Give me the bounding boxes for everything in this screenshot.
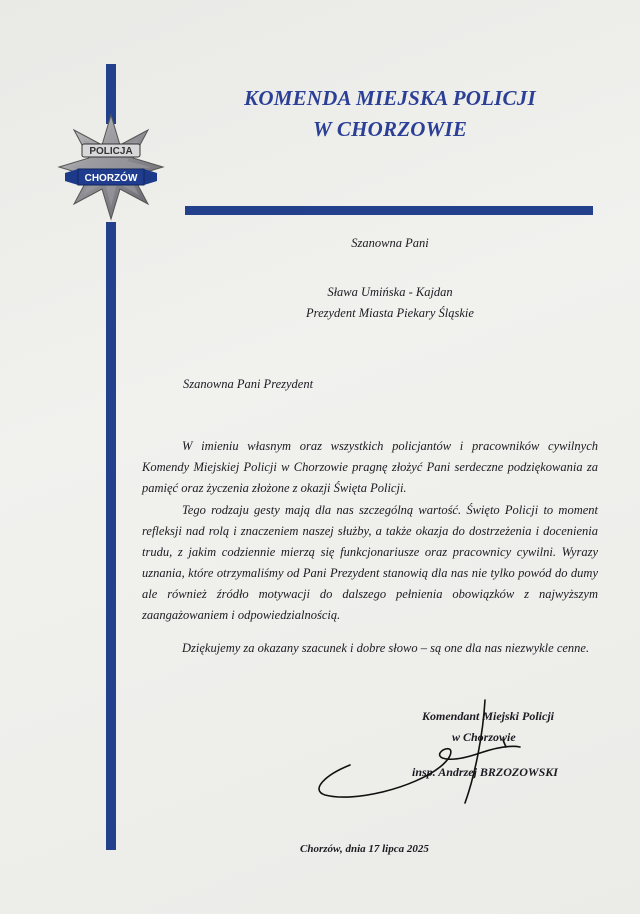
badge-top-text: POLICJA	[89, 146, 133, 157]
police-star-badge-icon	[56, 112, 166, 222]
signatory-title: Komendant Miejski Policji	[422, 709, 555, 723]
salutation: Szanowna Pani Prezydent	[183, 377, 314, 391]
page-title-line2: W CHORZOWIE	[312, 117, 468, 141]
horizontal-rule	[185, 206, 593, 215]
paragraph-1	[142, 436, 598, 499]
vertical-rule-bottom	[106, 222, 116, 850]
paragraph-2-text: Tego rodzaju gesty mają dla nas szczególną wartość. Święto Policji to moment refleksji nad rolą i znaczeniem naszej służby, a także okazja do dostrzeżenia i docenienia trudu, z jakim codziennie mierzą się funkcjonariusze oraz pracownicy cywilni. Wyrazy uznania, które otrzymaliśmy od Pani Prezydent stanowią dla nas nie tylko powód do dumy ale również źródło motywacji do dalszego pełnienia obowiązków z najwyższym zaangażowaniem i odpowiedzialnością.	[142, 503, 598, 622]
page-title-line1: KOMENDA MIEJSKA POLICJI	[244, 86, 536, 110]
recipient-position: Prezydent Miasta Piekary Śląskie	[306, 306, 474, 320]
letter-date: Chorzów, dnia 17 lipca 2025	[300, 843, 429, 855]
signatory-unit: w Chorzowie	[452, 730, 516, 744]
handwritten-signature	[305, 695, 535, 805]
signatory-name: insp. Andrzej BRZOZOWSKI	[412, 765, 558, 779]
paragraph-3-text: Dziękujemy za okazany szacunek i dobre słowo – są one dla nas niezwykle cenne.	[182, 641, 590, 655]
badge-bottom-text: CHORZÓW	[84, 173, 138, 184]
paragraph-2	[142, 500, 598, 626]
paragraph-3	[142, 638, 598, 659]
recipient-greeting: Szanowna Pani	[351, 236, 429, 250]
paragraph-1-text: W imieniu własnym oraz wszystkich policjantów i pracowników cywilnych Komendy Miejskiej Policji w Chorzowie pragnę złożyć Pani serdeczne podziękowania za pamięć oraz życzenia złożone z okazji Święta Policji.	[142, 439, 598, 495]
recipient-name: Sława Umińska - Kajdan	[327, 285, 453, 299]
